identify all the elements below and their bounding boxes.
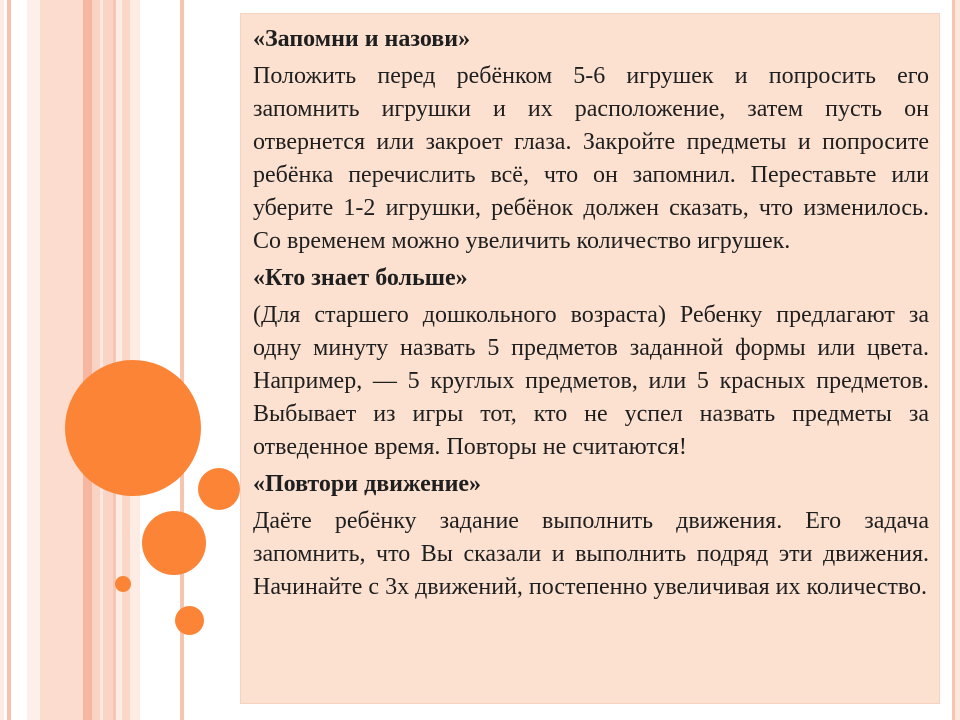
section-heading: «Кто знает больше»	[253, 265, 468, 291]
decorative-circle-bottom	[175, 606, 204, 635]
section-heading: «Повтори движение»	[253, 471, 482, 497]
decorative-circle-large	[65, 360, 201, 496]
decorative-circle-tiny	[115, 576, 131, 592]
section-povtori-dvizhenie	[253, 468, 929, 604]
section-kto-znaet-bolshe	[253, 262, 929, 464]
section-body: Положить перед ребёнком 5-6 игрушек и попросить его запомнить игрушки и их расположение, затем пусть он отвернется или закроет глаза. Закройте предметы и попросите ребёнка перечислить всё, что он запомнил. Переставьте или уберите 1-2 игрушки, ребёнок должен сказать, что изменилось. Со временем можно увеличить количество игрушек.	[253, 63, 929, 254]
stripe-pattern-right	[952, 0, 960, 720]
content-panel	[240, 13, 940, 704]
stripe-pattern-left	[0, 0, 240, 720]
section-heading: «Запомни и назови»	[253, 26, 471, 52]
section-body: (Для старшего дошкольного возраста) Ребенку предлагают за одну минуту назвать 5 предметов заданной формы или цвета. Например, — 5 круглых предметов, или 5 красных предметов. Выбывает из игры тот, кто не успел назвать предметы за отведенное время. Повторы не считаются!	[253, 302, 929, 460]
decorative-circle-medium	[142, 511, 206, 575]
section-zapomni-i-nazovi	[253, 23, 929, 258]
decorative-circle-right	[198, 468, 240, 510]
section-body: Даёте ребёнку задание выполнить движения. Его задача запомнить, что Вы сказали и выполнить подряд эти движения. Начинайте с 3х движений, постепенно увеличивая их количество.	[253, 508, 929, 600]
